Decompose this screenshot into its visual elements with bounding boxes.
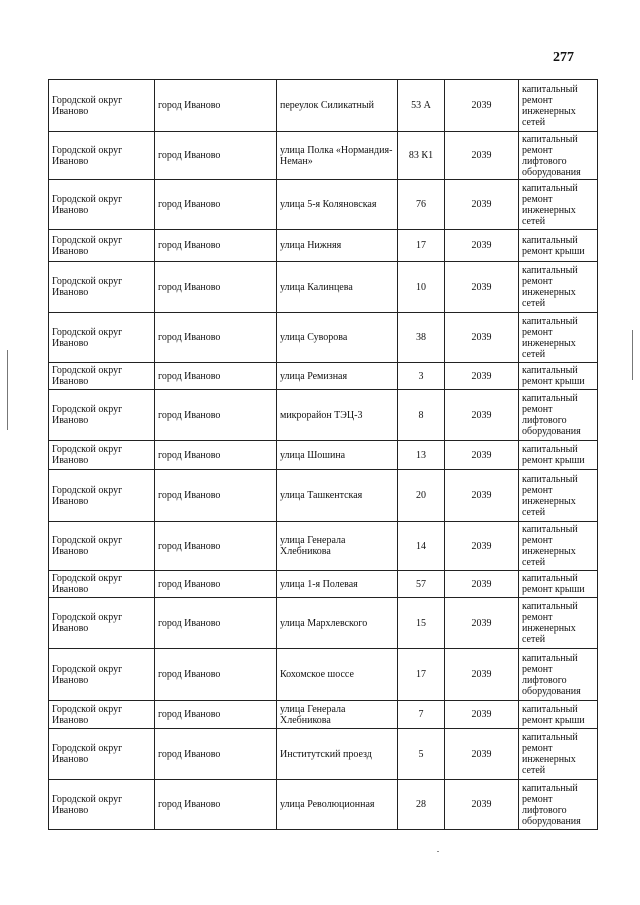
cell-house: 3 — [398, 363, 445, 390]
table-row — [49, 262, 598, 313]
cell-street: улица Шошина — [277, 441, 398, 470]
cell-street: улица Генерала Хлебникова — [277, 522, 398, 571]
cell-year: 2039 — [445, 780, 519, 830]
cell-street: Кохомское шоссе — [277, 649, 398, 701]
cell-city: город Иваново — [155, 649, 277, 701]
cell-district: Городской округ Иваново — [49, 80, 155, 132]
left-margin-mark — [7, 350, 8, 430]
cell-year: 2039 — [445, 522, 519, 571]
table-row — [49, 441, 598, 470]
cell-street: улица Революционная — [277, 780, 398, 830]
cell-city: город Иваново — [155, 230, 277, 262]
cell-work: капитальный ремонт крыши — [519, 571, 598, 598]
cell-district: Городской округ Иваново — [49, 729, 155, 780]
cell-city: город Иваново — [155, 80, 277, 132]
cell-district: Городской округ Иваново — [49, 598, 155, 649]
cell-house: 38 — [398, 313, 445, 363]
cell-house: 53 А — [398, 80, 445, 132]
cell-work: капитальный ремонт инженерных сетей — [519, 80, 598, 132]
cell-district: Городской округ Иваново — [49, 262, 155, 313]
cell-street: улица Ташкентская — [277, 470, 398, 522]
scan-dot — [437, 851, 439, 852]
cell-work: капитальный ремонт крыши — [519, 363, 598, 390]
cell-city: город Иваново — [155, 262, 277, 313]
right-margin-mark — [632, 330, 633, 380]
cell-work: капитальный ремонт крыши — [519, 441, 598, 470]
table-row — [49, 571, 598, 598]
cell-house: 20 — [398, 470, 445, 522]
cell-year: 2039 — [445, 598, 519, 649]
cell-street: улица Нижняя — [277, 230, 398, 262]
cell-district: Городской округ Иваново — [49, 649, 155, 701]
cell-street: улица Полка «Нормандия-Неман» — [277, 132, 398, 180]
cell-house: 83 К1 — [398, 132, 445, 180]
cell-house: 10 — [398, 262, 445, 313]
table-row — [49, 598, 598, 649]
cell-year: 2039 — [445, 313, 519, 363]
cell-work: капитальный ремонт инженерных сетей — [519, 470, 598, 522]
table-row — [49, 649, 598, 701]
table-body — [49, 80, 598, 830]
table-row — [49, 313, 598, 363]
cell-work: капитальный ремонт крыши — [519, 701, 598, 729]
cell-district: Городской округ Иваново — [49, 470, 155, 522]
cell-city: город Иваново — [155, 313, 277, 363]
cell-city: город Иваново — [155, 701, 277, 729]
cell-street: улица Генерала Хлебникова — [277, 701, 398, 729]
cell-year: 2039 — [445, 441, 519, 470]
table-row — [49, 180, 598, 230]
cell-district: Городской округ Иваново — [49, 313, 155, 363]
cell-district: Городской округ Иваново — [49, 132, 155, 180]
cell-house: 5 — [398, 729, 445, 780]
cell-work: капитальный ремонт лифтового оборудования — [519, 780, 598, 830]
cell-street: улица Калинцева — [277, 262, 398, 313]
table-row — [49, 701, 598, 729]
page-number: 277 — [553, 50, 574, 65]
cell-house: 17 — [398, 649, 445, 701]
cell-year: 2039 — [445, 80, 519, 132]
cell-district: Городской округ Иваново — [49, 230, 155, 262]
cell-city: город Иваново — [155, 180, 277, 230]
cell-year: 2039 — [445, 470, 519, 522]
cell-street: улица 1-я Полевая — [277, 571, 398, 598]
cell-city: город Иваново — [155, 390, 277, 441]
cell-city: город Иваново — [155, 780, 277, 830]
table-row — [49, 390, 598, 441]
cell-house: 17 — [398, 230, 445, 262]
cell-city: город Иваново — [155, 571, 277, 598]
cell-year: 2039 — [445, 132, 519, 180]
cell-house: 8 — [398, 390, 445, 441]
cell-street: переулок Силикатный — [277, 80, 398, 132]
cell-district: Городской округ Иваново — [49, 701, 155, 729]
cell-house: 57 — [398, 571, 445, 598]
cell-work: капитальный ремонт инженерных сетей — [519, 522, 598, 571]
repair-schedule-table — [48, 79, 598, 830]
cell-district: Городской округ Иваново — [49, 180, 155, 230]
cell-year: 2039 — [445, 180, 519, 230]
cell-work: капитальный ремонт крыши — [519, 230, 598, 262]
cell-city: город Иваново — [155, 441, 277, 470]
table-row — [49, 80, 598, 132]
table-row — [49, 780, 598, 830]
cell-house: 7 — [398, 701, 445, 729]
cell-year: 2039 — [445, 262, 519, 313]
cell-street: улица 5-я Коляновская — [277, 180, 398, 230]
cell-street: улица Суворова — [277, 313, 398, 363]
cell-house: 28 — [398, 780, 445, 830]
cell-city: город Иваново — [155, 598, 277, 649]
table-row — [49, 230, 598, 262]
cell-year: 2039 — [445, 390, 519, 441]
table-row — [49, 363, 598, 390]
cell-work: капитальный ремонт лифтового оборудования — [519, 390, 598, 441]
cell-street: Институтский проезд — [277, 729, 398, 780]
cell-city: город Иваново — [155, 729, 277, 780]
cell-district: Городской округ Иваново — [49, 441, 155, 470]
cell-year: 2039 — [445, 649, 519, 701]
cell-district: Городской округ Иваново — [49, 390, 155, 441]
table-row — [49, 132, 598, 180]
cell-street: микрорайон ТЭЦ-3 — [277, 390, 398, 441]
cell-house: 14 — [398, 522, 445, 571]
cell-district: Городской округ Иваново — [49, 363, 155, 390]
cell-city: город Иваново — [155, 132, 277, 180]
cell-work: капитальный ремонт инженерных сетей — [519, 598, 598, 649]
cell-year: 2039 — [445, 363, 519, 390]
cell-city: город Иваново — [155, 363, 277, 390]
table-row — [49, 522, 598, 571]
cell-year: 2039 — [445, 729, 519, 780]
cell-house: 13 — [398, 441, 445, 470]
cell-street: улица Мархлевского — [277, 598, 398, 649]
table-row — [49, 470, 598, 522]
cell-work: капитальный ремонт лифтового оборудования — [519, 649, 598, 701]
cell-city: город Иваново — [155, 522, 277, 571]
cell-street: улица Ремизная — [277, 363, 398, 390]
cell-work: капитальный ремонт лифтового оборудования — [519, 132, 598, 180]
cell-house: 15 — [398, 598, 445, 649]
cell-work: капитальный ремонт инженерных сетей — [519, 180, 598, 230]
cell-city: город Иваново — [155, 470, 277, 522]
cell-work: капитальный ремонт инженерных сетей — [519, 729, 598, 780]
cell-district: Городской округ Иваново — [49, 522, 155, 571]
table-row — [49, 729, 598, 780]
cell-district: Городской округ Иваново — [49, 571, 155, 598]
cell-district: Городской округ Иваново — [49, 780, 155, 830]
cell-house: 76 — [398, 180, 445, 230]
cell-year: 2039 — [445, 701, 519, 729]
cell-year: 2039 — [445, 230, 519, 262]
cell-work: капитальный ремонт инженерных сетей — [519, 262, 598, 313]
cell-year: 2039 — [445, 571, 519, 598]
cell-work: капитальный ремонт инженерных сетей — [519, 313, 598, 363]
